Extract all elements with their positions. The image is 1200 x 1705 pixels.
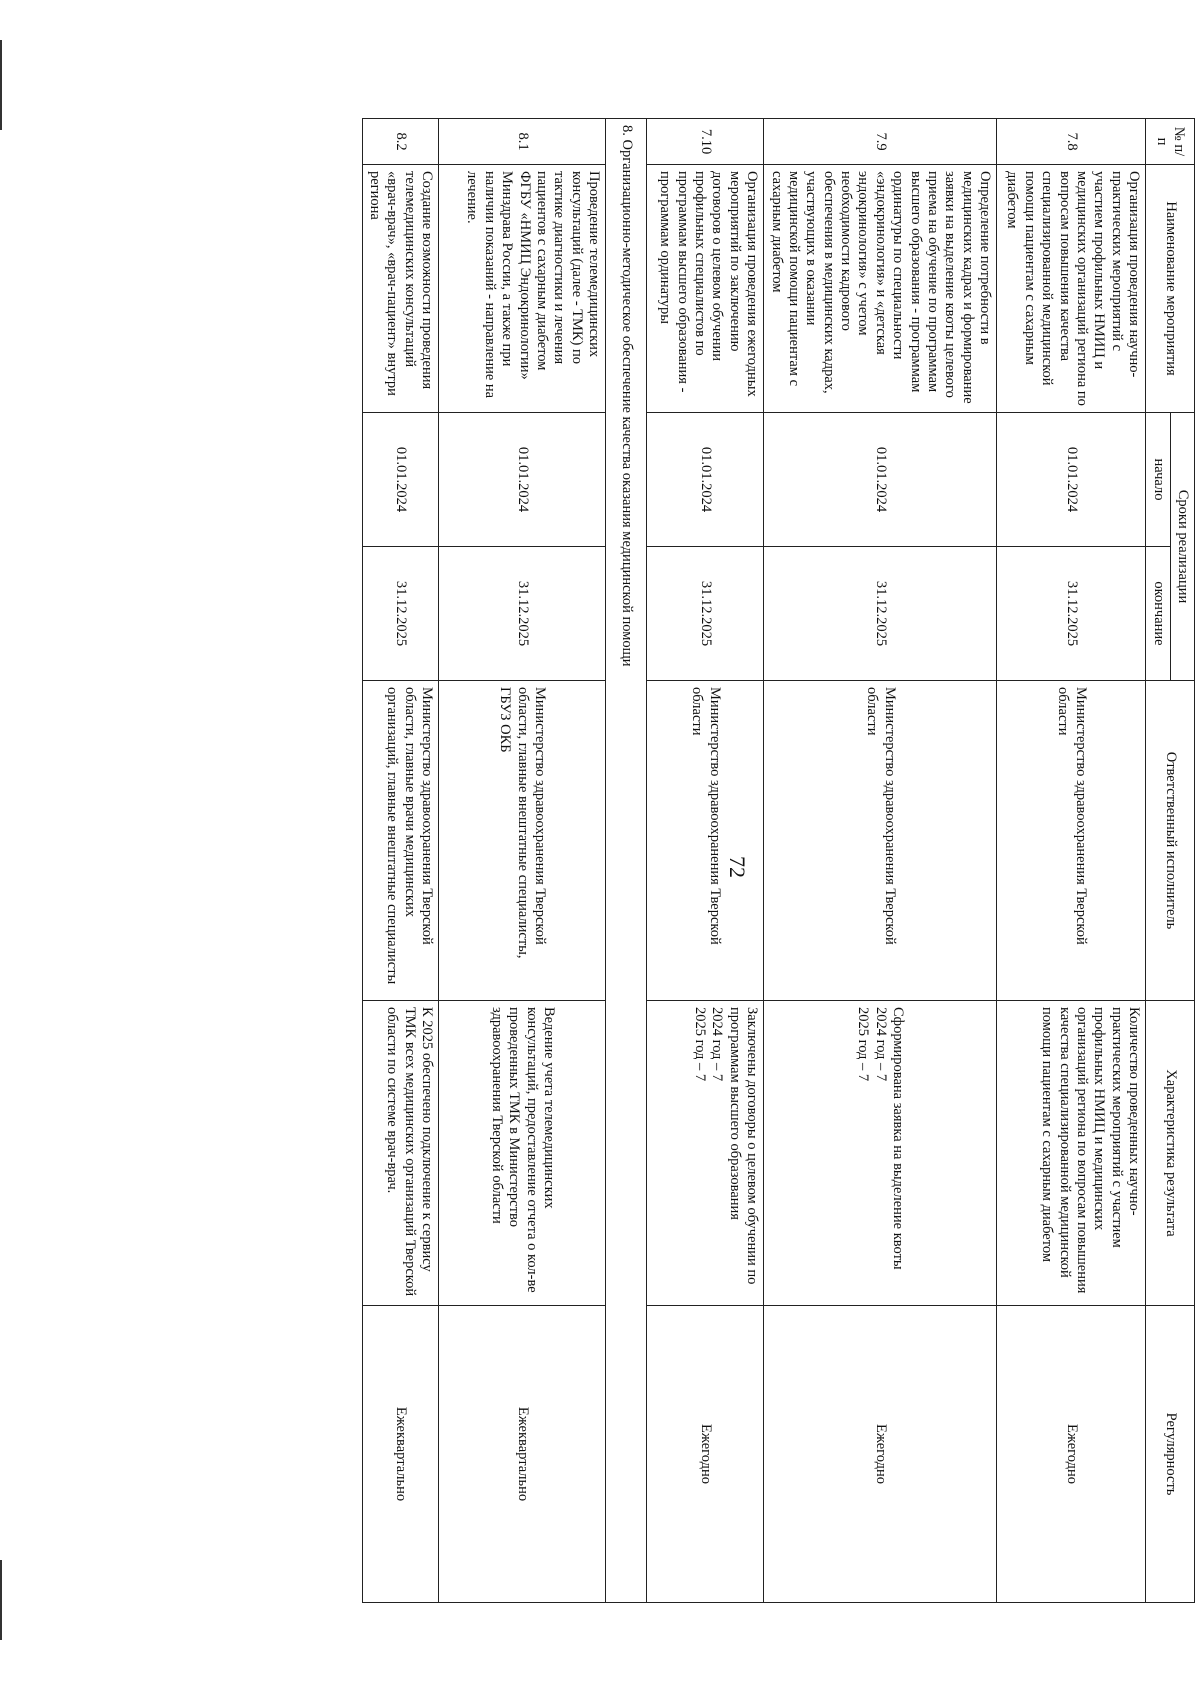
scan-margin-mark-bottom	[0, 1560, 2, 1640]
result-line: 2024 год – 7	[709, 1007, 726, 1082]
table-row	[647, 119, 764, 1603]
result-line: 2025 год – 7	[691, 1007, 708, 1082]
result-description	[362, 1001, 439, 1306]
rotated-page-content	[145, 118, 1195, 1602]
end-date: 31.12.2025	[997, 547, 1146, 681]
result-description	[764, 1001, 997, 1306]
header-num: № п/п	[1146, 119, 1195, 165]
header-result: Характеристика результата	[1146, 1001, 1195, 1306]
action-plan-table	[362, 118, 1195, 1603]
regularity: Ежегодно	[647, 1306, 764, 1603]
start-date: 01.01.2024	[997, 413, 1146, 547]
end-date: 31.12.2025	[764, 547, 997, 681]
regularity: Ежегодно	[764, 1306, 997, 1603]
page-number: 72	[725, 856, 750, 878]
scan-margin-mark-top	[0, 40, 2, 130]
row-number: 7.10	[647, 119, 764, 165]
section-row	[606, 119, 647, 1603]
table-body	[362, 119, 1146, 1603]
result-line: 2025 год – 7	[855, 1007, 872, 1082]
result-line: Сформирована заявка на выделение квоты	[890, 1007, 907, 1270]
end-date: 31.12.2025	[362, 547, 439, 681]
result-line: Количество проведенных научно-практических мероприятий с участием профильных НМИЦ и медицинских организаций региона по вопросам повышения качества специализированной медицинской помощи пациентам с сахарным диабетом	[1039, 1007, 1143, 1294]
result-description	[439, 1001, 606, 1306]
activity-name: Организация проведения научно-практических мероприятий с участием профильных НМИЦ и медицинских организаций региона по вопросам повышения качества специализированной медицинской помощи пациентам с сахарным диабетом	[997, 165, 1146, 413]
executor: Министерство здравоохранения Тверской области	[997, 681, 1146, 1001]
result-description	[997, 1001, 1146, 1306]
table-row	[764, 119, 997, 1603]
result-description	[647, 1001, 764, 1306]
table-row	[997, 119, 1146, 1603]
executor: Министерство здравоохранения Тверской области, главные внештатные специалисты, ГБУЗ ОКБ	[439, 681, 606, 1001]
end-date: 31.12.2025	[647, 547, 764, 681]
start-date: 01.01.2024	[647, 413, 764, 547]
result-line: К 2025 обеспечено подключение к сервису ТМК всех медицинских организаций Тверской области по системе врач-врач.	[384, 1007, 436, 1297]
executor: Министерство здравоохранения Тверской области	[764, 681, 997, 1001]
table-row	[362, 119, 439, 1603]
result-line: 2024 год – 7	[872, 1007, 889, 1082]
executor: Министерство здравоохранения Тверской области	[647, 681, 764, 1001]
executor: Министерство здравоохранения Тверской области, главные врачи медицинских организаций, главные внештатные специалисты	[362, 681, 439, 1001]
row-number: 8.1	[439, 119, 606, 165]
start-date: 01.01.2024	[362, 413, 439, 547]
activity-name: Определение потребности в медицинских кадрах и формирование заявки на выделение квоты целевого приема на обучение по программам высшего образования - программам ординатуры по специальности «эндокринология» и «детская эндокринология» с учетом необходимости кадрового обеспечения в медицинских кадрах, участвующих в оказании медицинской помощи пациентам с сахарным диабетом	[764, 165, 997, 413]
header-regularity: Регулярность	[1146, 1306, 1195, 1603]
result-line: Ведение учета телемедицинских консультаций, предоставление отчета о кол-ве проведенных ТМК в Министерство здравоохранения Тверской области	[488, 1007, 557, 1293]
start-date: 01.01.2024	[439, 413, 606, 547]
end-date: 31.12.2025	[439, 547, 606, 681]
table-header	[1146, 119, 1195, 1603]
header-name: Наименование мероприятия	[1146, 165, 1195, 413]
row-number: 7.9	[764, 119, 997, 165]
header-end: окончание	[1146, 547, 1170, 681]
regularity: Ежеквартально	[362, 1306, 439, 1603]
regularity: Ежегодно	[997, 1306, 1146, 1603]
activity-name: Организация проведения ежегодных мероприятий по заключению договоров о целевом обучении профильных специалистов по программам высшего образования - программам ординатуры	[647, 165, 764, 413]
header-executor: Ответственный исполнитель	[1146, 681, 1195, 1001]
row-number: 7.8	[997, 119, 1146, 165]
table-row	[439, 119, 606, 1603]
start-date: 01.01.2024	[764, 413, 997, 547]
header-start: начало	[1146, 413, 1170, 547]
header-terms: Сроки реализации	[1170, 413, 1194, 681]
regularity: Ежеквартально	[439, 1306, 606, 1603]
activity-name: Создание возможности проведения телемедицинских консультаций «врач-врач», «врач-пациент» внутри региона	[362, 165, 439, 413]
row-number: 8.2	[362, 119, 439, 165]
result-line: Заключены договоры о целевом обучении по программам высшего образования	[726, 1007, 761, 1285]
activity-name: Проведение телемедицинских консультаций (далее - ТМК) по тактике диагностики и лечения пациентов с сахарным диабетом ФГБУ «НМИЦ Эндокринологии» Минздрава России, а также при наличии показаний - направление на лечение.	[439, 165, 606, 413]
section-heading: 8. Организационно-методическое обеспечение качества оказания медицинской помощи	[606, 119, 647, 1603]
